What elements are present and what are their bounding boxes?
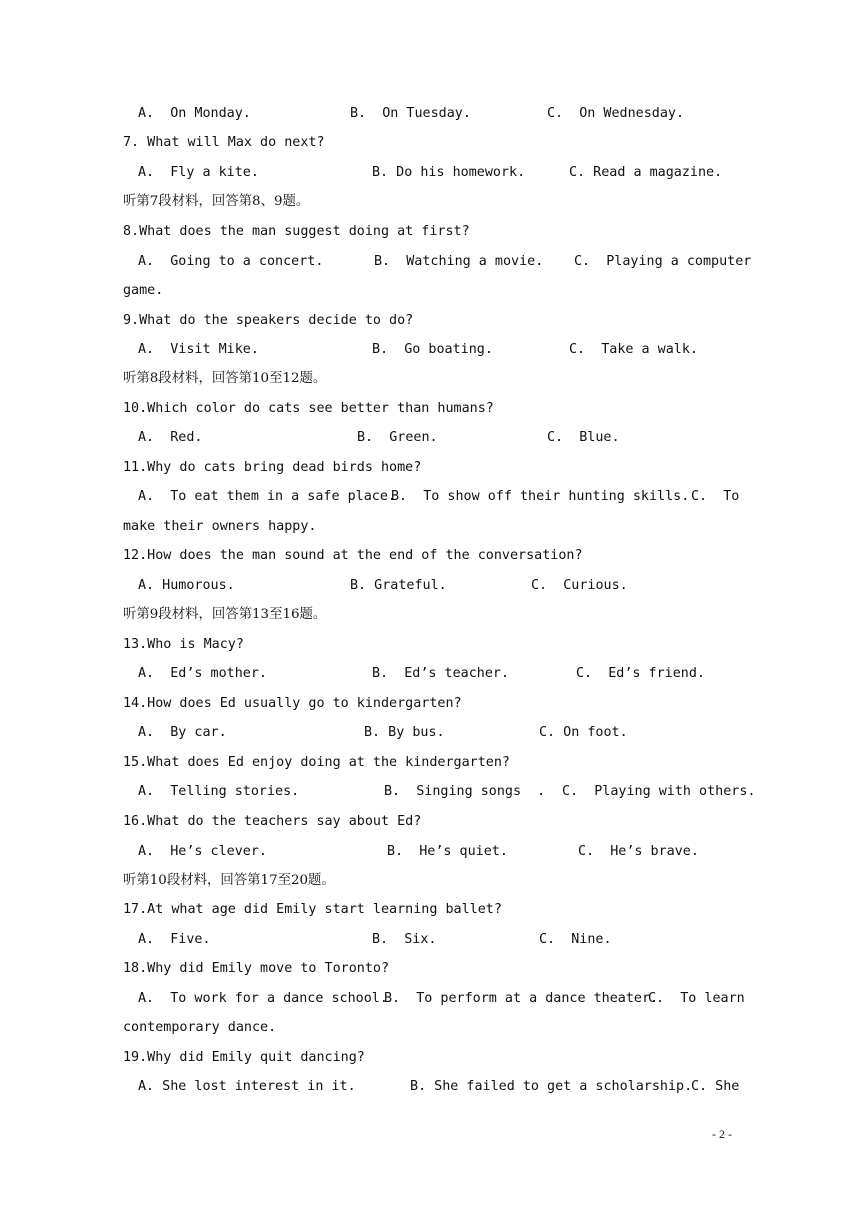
q8-option-c: C. Playing a computer — [574, 254, 752, 269]
q18-option-c-continued: contemporary dance. — [123, 1020, 277, 1035]
q11-option-c-continued: make their owners happy. — [123, 519, 317, 534]
q9-option-c: C. Take a walk. — [569, 342, 698, 357]
q12-options — [138, 577, 738, 595]
q13-options — [138, 665, 738, 683]
q18-option-c: C. To learn — [648, 991, 745, 1006]
q12-option-c: C. Curious. — [531, 578, 628, 593]
q6-option-c: C. On Wednesday. — [547, 106, 685, 121]
q17-option-a: A. Five. — [138, 932, 211, 947]
q12-option-a: A. Humorous. — [138, 578, 235, 593]
q18-question: 18.Why did Emily move to Toronto? — [123, 961, 390, 976]
q14-options — [138, 724, 738, 742]
q13-option-c: C. Ed’s friend. — [576, 666, 705, 681]
q8-option-c-continued: game. — [123, 283, 164, 298]
q7-option-a: A. Fly a kite. — [138, 165, 259, 180]
q15-option-b: B. Singing songs . — [384, 784, 546, 799]
q16-options — [138, 843, 738, 861]
q13-question: 13.Who is Macy? — [123, 637, 244, 652]
q15-options — [138, 783, 756, 801]
q9-question: 9.What do the speakers decide to do? — [123, 313, 414, 328]
q19-options — [138, 1078, 738, 1096]
q19-option-a: A. She lost interest in it. — [138, 1079, 356, 1094]
q8-option-b: B. Watching a movie. — [374, 254, 544, 269]
q9-option-b: B. Go boating. — [372, 342, 493, 357]
q8-options — [138, 253, 752, 271]
q11-options — [138, 488, 738, 506]
q6-option-b: B. On Tuesday. — [350, 106, 471, 121]
q12-option-b: B. Grateful. — [350, 578, 447, 593]
q10-question: 10.Which color do cats see better than humans? — [123, 401, 494, 416]
q7-question: 7. What will Max do next? — [123, 135, 325, 150]
q7-option-c: C. Read a magazine. — [569, 165, 723, 180]
q15-option-a: A. Telling stories. — [138, 784, 300, 799]
q7-options — [138, 164, 738, 182]
page-number: - 2 - — [712, 1127, 732, 1141]
q18-options — [138, 990, 745, 1008]
q19-option-b: B. She failed to get a scholarship. — [410, 1079, 693, 1094]
q17-option-b: B. Six. — [372, 932, 437, 947]
q16-option-a: A. He’s clever. — [138, 844, 267, 859]
q11-option-c: C. To — [691, 489, 740, 504]
q11-option-a: A. To eat them in a safe place. — [138, 489, 396, 504]
q10-option-c: C. Blue. — [547, 430, 620, 445]
q10-option-a: A. Red. — [138, 430, 203, 445]
q6-options — [138, 105, 738, 123]
q10-options — [138, 429, 738, 447]
q14-option-a: A. By car. — [138, 725, 227, 740]
q17-options — [138, 931, 738, 949]
q6-option-a: A. On Monday. — [138, 106, 251, 121]
q18-option-b: B. To perform at a dance theater. — [384, 991, 659, 1006]
q7-option-b: B. Do his homework. — [372, 165, 526, 180]
section-heading-8: 听第8段材料，回答第10至12题。 — [123, 371, 327, 386]
q8-option-a: A. Going to a concert. — [138, 254, 324, 269]
q10-option-b: B. Green. — [357, 430, 438, 445]
q14-option-c: C. On foot. — [539, 725, 628, 740]
q13-option-a: A. Ed’s mother. — [138, 666, 267, 681]
section-heading-10: 听第10段材料，回答第17至20题。 — [123, 873, 335, 888]
q16-question: 16.What do the teachers say about Ed? — [123, 814, 422, 829]
q13-option-b: B. Ed’s teacher. — [372, 666, 510, 681]
q19-option-c: C. She — [691, 1079, 740, 1094]
q16-option-b: B. He’s quiet. — [387, 844, 508, 859]
q9-options — [138, 341, 738, 359]
section-heading-9: 听第9段材料，回答第13至16题。 — [123, 607, 327, 622]
q15-question: 15.What does Ed enjoy doing at the kindergarten? — [123, 755, 510, 770]
q19-question: 19.Why did Emily quit dancing? — [123, 1050, 365, 1065]
q17-question: 17.At what age did Emily start learning ballet? — [123, 902, 502, 917]
q14-option-b: B. By bus. — [364, 725, 445, 740]
q9-option-a: A. Visit Mike. — [138, 342, 259, 357]
q12-question: 12.How does the man sound at the end of the conversation? — [123, 548, 583, 563]
q14-question: 14.How does Ed usually go to kindergarten? — [123, 696, 462, 711]
q15-option-c: C. Playing with others. — [562, 784, 756, 799]
q17-option-c: C. Nine. — [539, 932, 612, 947]
q8-question: 8.What does the man suggest doing at first? — [123, 224, 470, 239]
q11-question: 11.Why do cats bring dead birds home? — [123, 460, 422, 475]
q18-option-a: A. To work for a dance school. — [138, 991, 388, 1006]
section-heading-7: 听第7段材料，回答第8、9题。 — [123, 194, 310, 209]
q11-option-b: B. To show off their hunting skills. — [391, 489, 690, 504]
q16-option-c: C. He’s brave. — [578, 844, 699, 859]
